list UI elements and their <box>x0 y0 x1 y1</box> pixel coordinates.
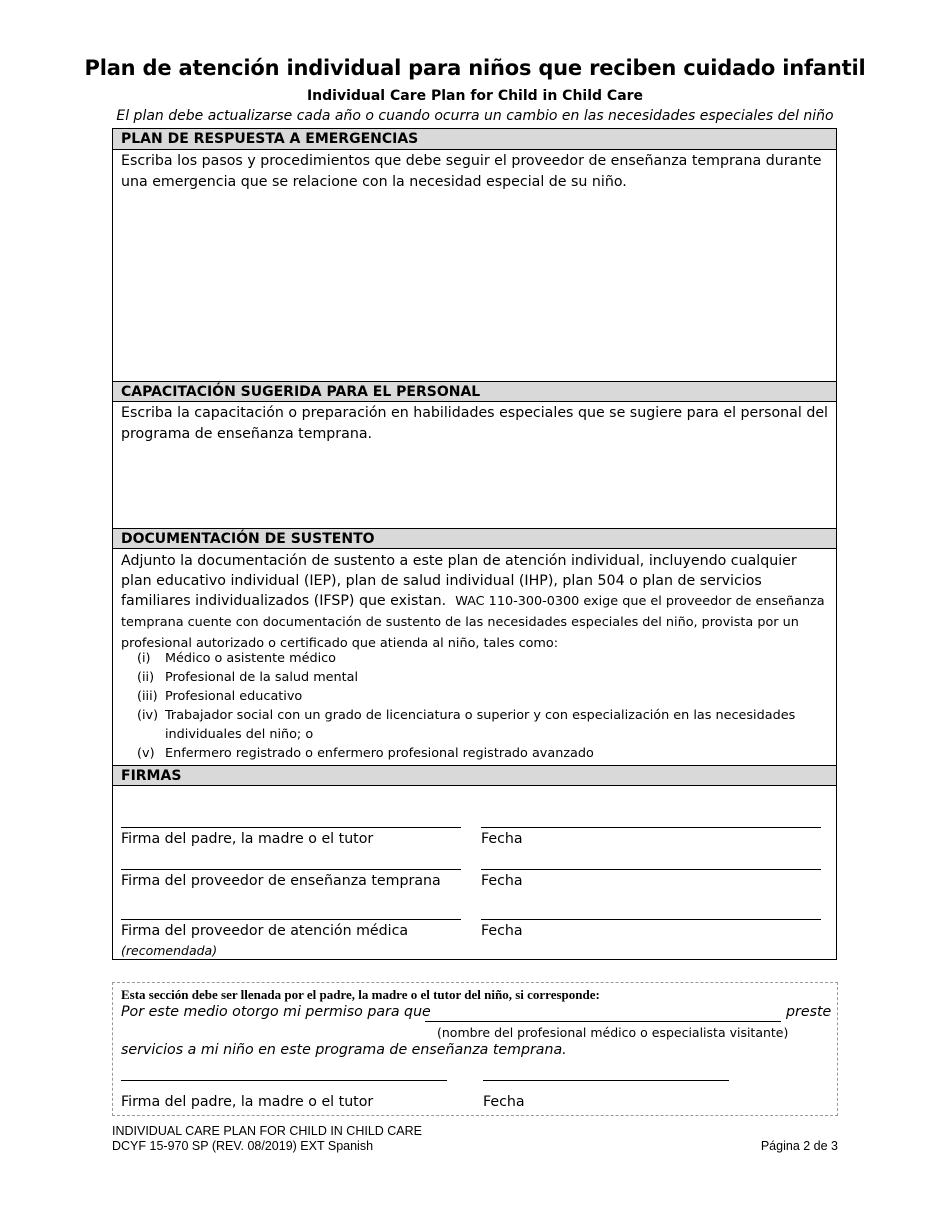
list-item: (iii) Profesional educativo <box>137 689 303 704</box>
provider-signature-line[interactable] <box>121 869 461 870</box>
page-title: Plan de atención individual para niños que reciben cuidado infantil <box>84 56 866 80</box>
documentation-wac-text: WAC 110-300-0300 exige que el proveedor de enseñanza temprana cuente con documentación de sustento de las necesidades especiales del niño, provista por un profesional autorizado o certificado que atienda al niño, tales como: <box>121 594 825 651</box>
signatures-heading: FIRMAS <box>113 765 836 786</box>
parent-signature-line[interactable] <box>121 827 461 828</box>
consent-signature-line[interactable] <box>121 1080 447 1081</box>
footer-page-number: Página 2 de 3 <box>760 1139 838 1153</box>
medical-signature-note: (recomendada) <box>121 943 218 958</box>
consent-services-text: servicios a mi niño en este programa de enseñanza temprana. <box>121 1042 567 1058</box>
consent-permission-suffix: preste <box>786 1004 832 1020</box>
provider-signature-label: Firma del proveedor de enseñanza temprana <box>121 873 441 889</box>
page-subtitle: Individual Care Plan for Child in Child Care <box>306 88 644 104</box>
documentation-heading: DOCUMENTACIÓN DE SUSTENTO <box>113 528 836 549</box>
consent-permission-text: Por este medio otorgo mi permiso para que <box>121 1004 431 1020</box>
consent-signature-label: Firma del padre, la madre o el tutor <box>121 1094 374 1110</box>
consent-date-label: Fecha <box>483 1094 525 1110</box>
consent-heading: Esta sección debe ser llenada por el padre, la madre o el tutor del niño, si corresponde: <box>121 987 600 1002</box>
consent-date-line[interactable] <box>483 1080 729 1081</box>
professional-name-field[interactable] <box>425 1021 781 1022</box>
page-instruction: El plan debe actualizarse cada año o cuando ocurra un cambio en las necesidades especiales del niño <box>116 108 834 124</box>
list-item: (i) Médico o asistente médico <box>137 651 336 666</box>
list-item: (iv) Trabajador social con un grado de licenciatura o superior y con especialización en las necesidades individuales del niño; o <box>137 708 796 742</box>
medical-date-label: Fecha <box>481 923 523 939</box>
parent-date-line[interactable] <box>481 827 821 828</box>
list-item: (v) Enfermero registrado o enfermero profesional registrado avanzado <box>137 746 594 761</box>
emergency-text: Escriba los pasos y procedimientos que debe seguir el proveedor de enseñanza temprana durante una emergencia que se relacione con la necesidad especial de su niño. <box>121 153 822 190</box>
parent-signature-label: Firma del padre, la madre o el tutor <box>121 831 374 847</box>
footer-form-number: DCYF 15-970 SP (REV. 08/2019) EXT Spanish <box>112 1139 374 1153</box>
footer-form-info <box>112 1124 422 1154</box>
training-heading: CAPACITACIÓN SUGERIDA PARA EL PERSONAL <box>113 381 836 402</box>
parent-date-label: Fecha <box>481 831 523 847</box>
provider-date-line[interactable] <box>481 869 821 870</box>
training-response-field[interactable] <box>113 447 836 527</box>
training-text: Escriba la capacitación o preparación en habilidades especiales que se sugiere para el personal del programa de enseñanza temprana. <box>121 405 828 442</box>
list-item: (ii) Profesional de la salud mental <box>137 670 359 685</box>
documentation-main-text: Adjunto la documentación de sustento a este plan de atención individual, incluyendo cualquier plan educativo individual (IEP), plan de salud individual (IHP), plan 504 o plan de servicios familiares individualizados (IFSP) que existan. <box>121 553 797 609</box>
footer-form-title: INDIVIDUAL CARE PLAN FOR CHILD IN CHILD CARE <box>112 1124 423 1138</box>
emergency-response-field[interactable] <box>113 195 836 379</box>
medical-signature-line[interactable] <box>121 919 461 920</box>
medical-date-line[interactable] <box>481 919 821 920</box>
consent-section <box>112 982 838 1116</box>
professional-list <box>137 649 828 763</box>
professional-name-caption: (nombre del profesional médico o especialista visitante) <box>437 1025 789 1040</box>
medical-signature-label: Firma del proveedor de atención médica <box>121 923 409 939</box>
emergency-heading: PLAN DE RESPUESTA A EMERGENCIAS <box>113 129 836 150</box>
documentation-body <box>113 549 836 765</box>
provider-date-label: Fecha <box>481 873 523 889</box>
documentation-text <box>121 551 828 654</box>
care-plan-form <box>112 128 837 960</box>
